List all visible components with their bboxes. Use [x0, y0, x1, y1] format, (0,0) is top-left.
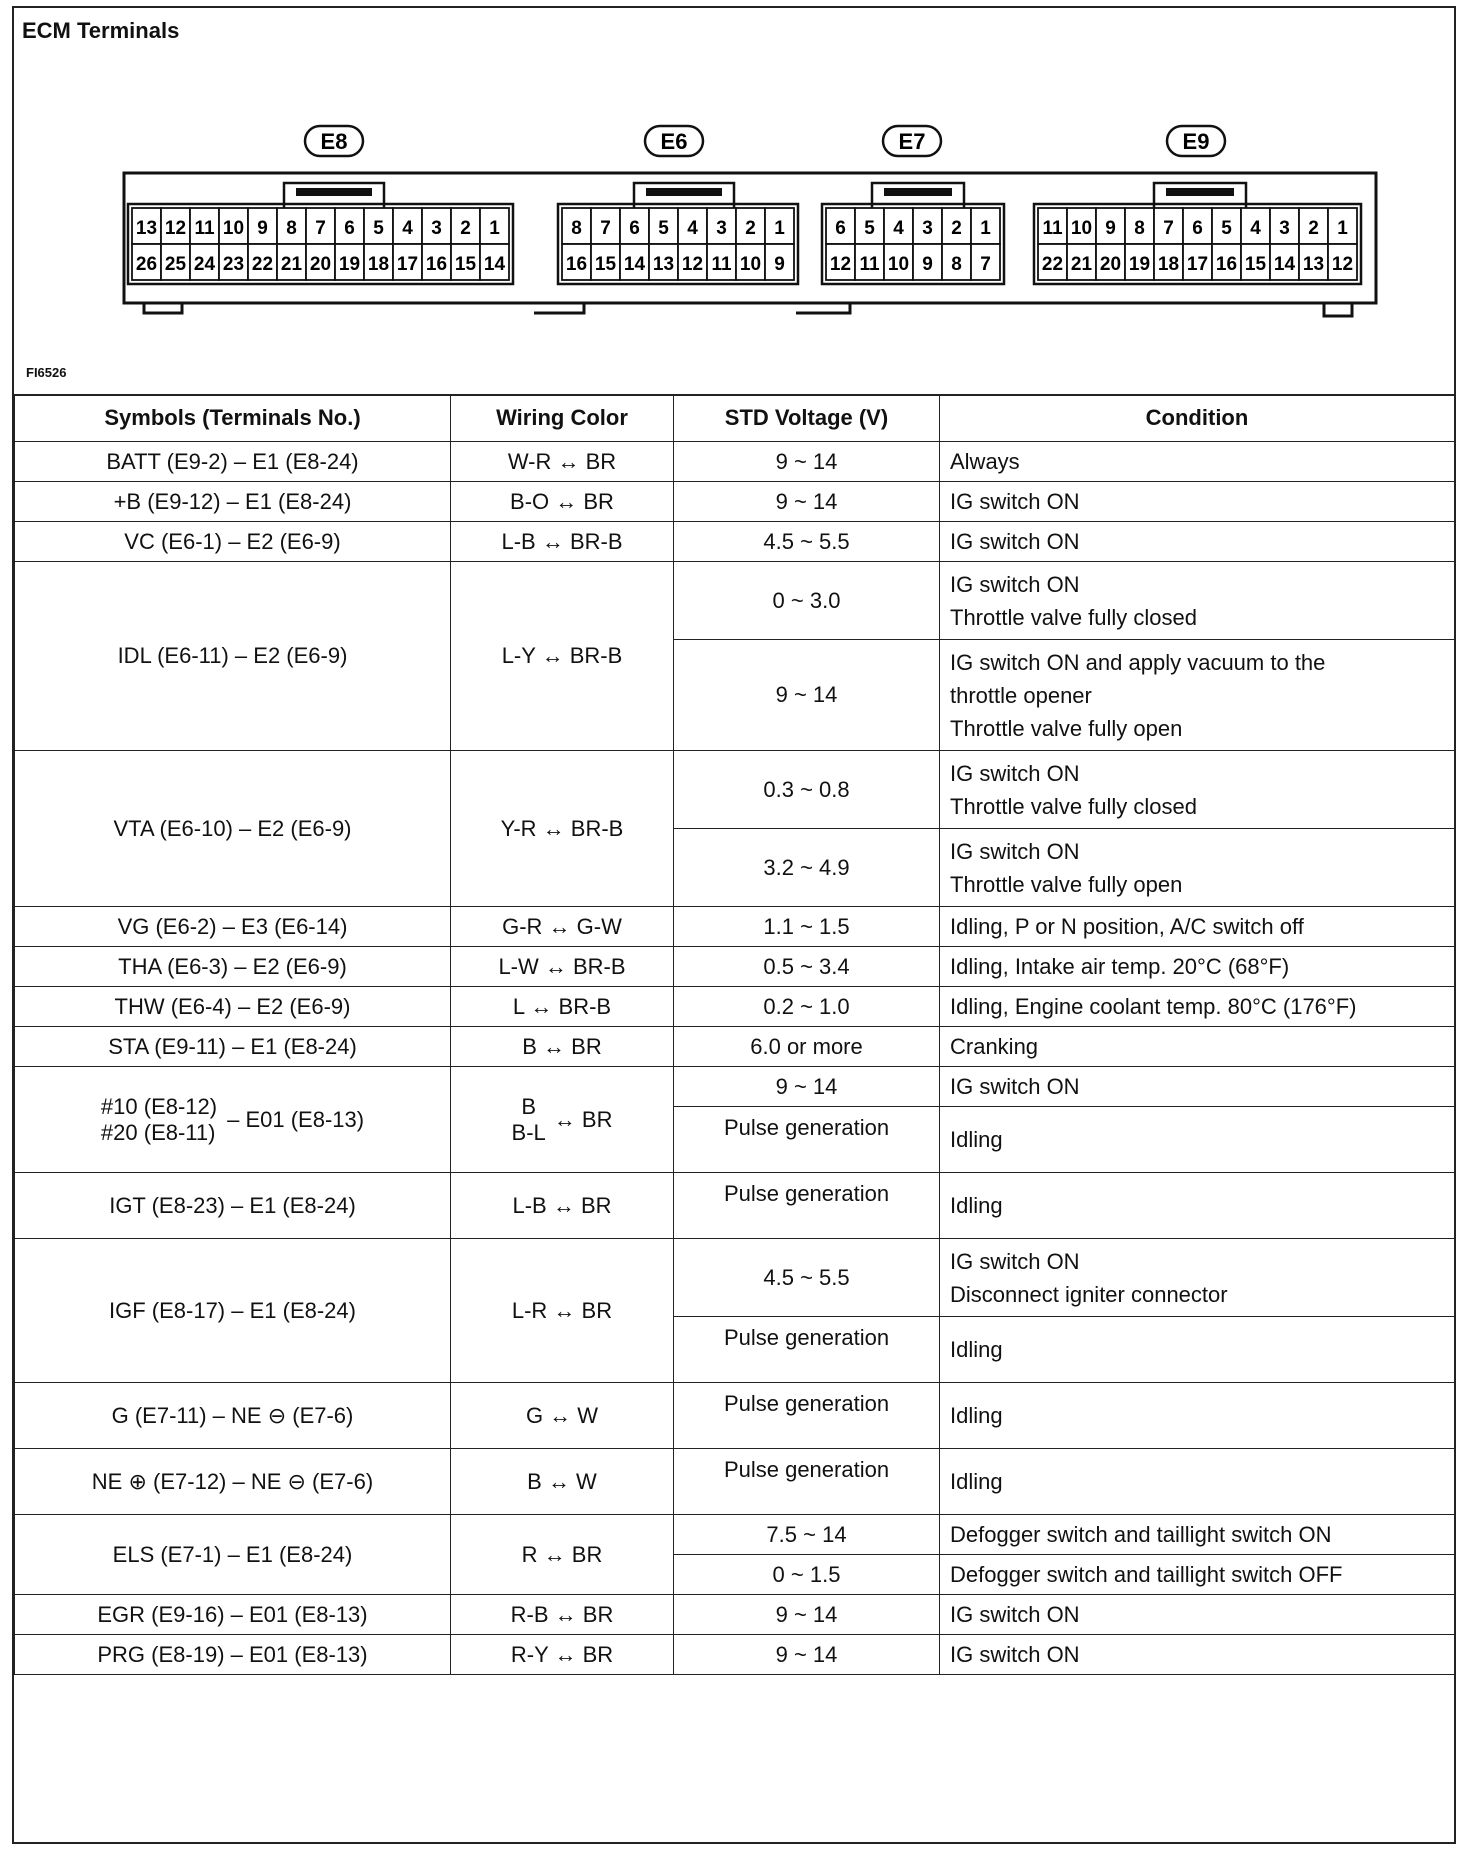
- condition-cell: IG switch ON: [940, 482, 1455, 522]
- terminal-pin-number: 10: [222, 218, 245, 239]
- std-voltage-cell: 9 ~ 14: [674, 482, 940, 522]
- terminal-pin-number: 2: [1308, 218, 1319, 239]
- terminal-pin-number: 8: [571, 218, 582, 239]
- connector-key-slot: [296, 188, 372, 196]
- condition-cell: IG switch ON: [940, 1635, 1455, 1675]
- wiring-ground: ↔ BR: [553, 1106, 613, 1132]
- ecm-connector-diagram: [14, 8, 1454, 394]
- table-header-row: [15, 395, 1455, 442]
- condition-cell: [940, 640, 1455, 751]
- symbol-cell: VG (E6-2) – E3 (E6-14): [15, 907, 451, 947]
- std-voltage-cell: 3.2 ~ 4.9: [674, 829, 940, 907]
- symbol-cell: BATT (E9-2) – E1 (E8-24): [15, 442, 451, 482]
- terminal-pin-number: 16: [1215, 254, 1238, 275]
- terminal-pin-number: 13: [652, 254, 675, 275]
- wiring-color-cell: B ↔ W: [451, 1449, 674, 1515]
- terminal-pin-number: 3: [716, 218, 727, 239]
- connector-key-slot: [646, 188, 722, 196]
- terminal-pin-number: 18: [367, 254, 390, 275]
- symbol-cell: G (E7-11) – NE ⊖ (E7-6): [15, 1383, 451, 1449]
- terminal-pin-number: 5: [658, 218, 669, 239]
- terminal-pin-number: 15: [454, 254, 477, 275]
- terminal-pin-number: 8: [951, 254, 962, 275]
- std-voltage-cell: 1.1 ~ 1.5: [674, 907, 940, 947]
- terminal-pin-number: 5: [373, 218, 384, 239]
- terminal-pin-number: 16: [565, 254, 588, 275]
- table-row: [15, 562, 1455, 640]
- symbol-cell: VTA (E6-10) – E2 (E6-9): [15, 751, 451, 907]
- header-wiring-color: Wiring Color: [451, 395, 674, 442]
- connector-label-e6: E6: [660, 129, 688, 154]
- condition-cell: [940, 562, 1455, 640]
- header-std-voltage: STD Voltage (V): [674, 395, 940, 442]
- std-voltage-cell: Pulse generation: [674, 1173, 940, 1239]
- wiring-color-cell: [451, 1067, 674, 1173]
- std-voltage-cell: Pulse generation: [674, 1383, 940, 1449]
- terminal-pin-number: 19: [1128, 254, 1151, 275]
- std-voltage-cell: 0.5 ~ 3.4: [674, 947, 940, 987]
- terminal-pin-number: 20: [1099, 254, 1122, 275]
- page-title: ECM Terminals: [22, 18, 180, 43]
- terminal-pin-number: 1: [980, 218, 991, 239]
- std-voltage-cell: 0 ~ 3.0: [674, 562, 940, 640]
- connector-label-e9: E9: [1182, 129, 1210, 154]
- std-voltage-cell: 9 ~ 14: [674, 640, 940, 751]
- symbol-cell: THW (E6-4) – E2 (E6-9): [15, 987, 451, 1027]
- terminal-pin-number: 12: [1331, 254, 1354, 275]
- wiring-color-cell: B-O ↔ BR: [451, 482, 674, 522]
- terminal-pin-number: 15: [594, 254, 617, 275]
- condition-cell: [940, 1239, 1455, 1317]
- terminal-pin-number: 15: [1244, 254, 1267, 275]
- condition-line: IG switch ON: [950, 760, 1080, 786]
- terminal-pin-number: 20: [309, 254, 332, 275]
- wiring-color-cell: W-R ↔ BR: [451, 442, 674, 482]
- condition-cell: [940, 829, 1455, 907]
- std-voltage-cell: 4.5 ~ 5.5: [674, 1239, 940, 1317]
- condition-cell: IG switch ON: [940, 1595, 1455, 1635]
- condition-cell: Idling: [940, 1383, 1455, 1449]
- terminal-pin-number: 9: [774, 254, 785, 275]
- terminal-pin-number: 10: [887, 254, 910, 275]
- connector-diagram-panel: [14, 8, 1454, 396]
- terminal-pin-number: 18: [1157, 254, 1180, 275]
- terminal-pin-number: 14: [1273, 254, 1296, 275]
- terminal-pin-number: 17: [396, 254, 419, 275]
- terminal-pin-number: 5: [1221, 218, 1232, 239]
- terminal-pin-number: 12: [164, 218, 187, 239]
- wiring-color: B: [521, 1093, 536, 1119]
- terminal-pin-number: 4: [893, 218, 904, 239]
- symbol-cell: VC (E6-1) – E2 (E6-9): [15, 522, 451, 562]
- condition-line: Throttle valve fully closed: [950, 604, 1197, 630]
- terminal-table: [14, 394, 1455, 1675]
- terminal-pin-number: 11: [1042, 218, 1063, 239]
- symbol-cell: PRG (E8-19) – E01 (E8-13): [15, 1635, 451, 1675]
- wiring-color-cell: G-R ↔ G-W: [451, 907, 674, 947]
- condition-line: IG switch ON: [950, 571, 1080, 597]
- condition-cell: Idling: [940, 1449, 1455, 1515]
- terminal-pin-number: 1: [774, 218, 785, 239]
- terminal-pin-number: 11: [859, 254, 880, 275]
- terminal-pin-number: 6: [629, 218, 640, 239]
- terminal-pin-number: 3: [431, 218, 442, 239]
- terminal-pin-number: 22: [251, 254, 274, 275]
- wiring-color-cell: L-B ↔ BR-B: [451, 522, 674, 562]
- terminal-pin-number: 11: [194, 218, 215, 239]
- table-row: [15, 751, 1455, 829]
- terminal-pin-number: 9: [257, 218, 268, 239]
- wiring-color-cell: B ↔ BR: [451, 1027, 674, 1067]
- table-row: [15, 1515, 1455, 1555]
- connector-key-slot: [884, 188, 952, 196]
- header-symbols: Symbols (Terminals No.): [15, 395, 451, 442]
- terminal-pin-number: 9: [922, 254, 933, 275]
- table-row: [15, 1067, 1455, 1107]
- wiring-color: B-L: [511, 1119, 546, 1145]
- terminal-pin-number: 17: [1186, 254, 1209, 275]
- terminal-pin-number: 5: [864, 218, 875, 239]
- std-voltage-cell: Pulse generation: [674, 1449, 940, 1515]
- terminal-pin-number: 10: [1070, 218, 1093, 239]
- table-row: [15, 482, 1455, 522]
- terminal-pin-number: 7: [315, 218, 326, 239]
- wiring-color-cell: L ↔ BR-B: [451, 987, 674, 1027]
- terminal-pin-number: 13: [1302, 254, 1325, 275]
- wiring-color-cell: Y-R ↔ BR-B: [451, 751, 674, 907]
- std-voltage-cell: Pulse generation: [674, 1317, 940, 1383]
- std-voltage-cell: 9 ~ 14: [674, 442, 940, 482]
- table-row: [15, 947, 1455, 987]
- terminal-pin-number: 8: [1134, 218, 1145, 239]
- connector-label-e7: E7: [898, 129, 926, 154]
- terminal-pin-number: 2: [745, 218, 756, 239]
- terminal-pin-number: 16: [425, 254, 448, 275]
- symbol-terminal: #20 (E8-11): [100, 1119, 216, 1145]
- table-row: [15, 1239, 1455, 1317]
- table-row: [15, 1635, 1455, 1675]
- connector-label-e8: E8: [320, 129, 348, 154]
- std-voltage-cell: 7.5 ~ 14: [674, 1515, 940, 1555]
- condition-line: Throttle valve fully open: [950, 715, 1183, 741]
- terminal-pin-number: 4: [402, 218, 413, 239]
- terminal-pin-number: 4: [687, 218, 698, 239]
- terminal-pin-number: 14: [483, 254, 506, 275]
- symbol-cell: +B (E9-12) – E1 (E8-24): [15, 482, 451, 522]
- terminal-pin-number: 6: [835, 218, 846, 239]
- symbol-cell: EGR (E9-16) – E01 (E8-13): [15, 1595, 451, 1635]
- condition-cell: IG switch ON: [940, 522, 1455, 562]
- condition-line: IG switch ON: [950, 838, 1080, 864]
- terminal-pin-number: 7: [600, 218, 611, 239]
- terminal-pin-number: 12: [681, 254, 704, 275]
- symbol-cell: ELS (E7-1) – E1 (E8-24): [15, 1515, 451, 1595]
- condition-cell: Defogger switch and taillight switch OFF: [940, 1555, 1455, 1595]
- terminal-pin-number: 7: [980, 254, 991, 275]
- table-row: [15, 987, 1455, 1027]
- condition-line: IG switch ON and apply vacuum to the: [950, 649, 1326, 675]
- connector-key-slot: [1166, 188, 1234, 196]
- condition-cell: Defogger switch and taillight switch ON: [940, 1515, 1455, 1555]
- std-voltage-cell: 4.5 ~ 5.5: [674, 522, 940, 562]
- std-voltage-cell: 0.2 ~ 1.0: [674, 987, 940, 1027]
- condition-line: Throttle valve fully open: [950, 871, 1183, 897]
- condition-cell: IG switch ON: [940, 1067, 1455, 1107]
- std-voltage-cell: 9 ~ 14: [674, 1635, 940, 1675]
- condition-cell: Idling, P or N position, A/C switch off: [940, 907, 1455, 947]
- condition-cell: Idling: [940, 1107, 1455, 1173]
- terminal-pin-number: 21: [1070, 254, 1093, 275]
- wiring-color-cell: R-B ↔ BR: [451, 1595, 674, 1635]
- terminal-pin-number: 19: [338, 254, 361, 275]
- terminal-pin-number: 4: [1250, 218, 1261, 239]
- wiring-color-cell: L-W ↔ BR-B: [451, 947, 674, 987]
- table-row: [15, 442, 1455, 482]
- table-row: [15, 522, 1455, 562]
- terminal-pin-number: 7: [1163, 218, 1174, 239]
- condition-line: Disconnect igniter connector: [950, 1281, 1228, 1307]
- condition-cell: [940, 751, 1455, 829]
- condition-line: IG switch ON: [950, 1248, 1080, 1274]
- terminal-pin-number: 13: [135, 218, 158, 239]
- wiring-color-cell: R ↔ BR: [451, 1515, 674, 1595]
- terminal-pin-number: 24: [193, 254, 216, 275]
- terminal-pin-number: 14: [623, 254, 646, 275]
- terminal-pin-number: 25: [164, 254, 187, 275]
- condition-cell: Always: [940, 442, 1455, 482]
- symbol-cell: NE ⊕ (E7-12) – NE ⊖ (E7-6): [15, 1449, 451, 1515]
- condition-cell: Idling: [940, 1173, 1455, 1239]
- condition-cell: Idling: [940, 1317, 1455, 1383]
- symbol-cell: STA (E9-11) – E1 (E8-24): [15, 1027, 451, 1067]
- condition-cell: Idling, Intake air temp. 20°C (68°F): [940, 947, 1455, 987]
- terminal-pin-number: 3: [922, 218, 933, 239]
- table-row: [15, 1173, 1455, 1239]
- std-voltage-cell: Pulse generation: [674, 1107, 940, 1173]
- terminal-pin-number: 12: [829, 254, 852, 275]
- terminal-pin-number: 1: [489, 218, 500, 239]
- terminal-pin-number: 23: [222, 254, 245, 275]
- table-row: [15, 1595, 1455, 1635]
- std-voltage-cell: 0.3 ~ 0.8: [674, 751, 940, 829]
- table-row: [15, 1383, 1455, 1449]
- std-voltage-cell: 9 ~ 14: [674, 1595, 940, 1635]
- terminal-pin-number: 3: [1279, 218, 1290, 239]
- symbol-cell: IGT (E8-23) – E1 (E8-24): [15, 1173, 451, 1239]
- terminal-pin-number: 6: [344, 218, 355, 239]
- terminal-pin-number: 21: [280, 254, 303, 275]
- terminal-pin-number: 11: [711, 254, 732, 275]
- table-row: [15, 1027, 1455, 1067]
- terminal-pin-number: 8: [286, 218, 297, 239]
- condition-line: throttle opener: [950, 682, 1092, 708]
- terminal-pin-number: 6: [1192, 218, 1203, 239]
- terminal-pin-number: 10: [739, 254, 762, 275]
- symbol-cell: IGF (E8-17) – E1 (E8-24): [15, 1239, 451, 1383]
- condition-cell: Cranking: [940, 1027, 1455, 1067]
- wiring-color-cell: L-B ↔ BR: [451, 1173, 674, 1239]
- symbol-terminal: #10 (E8-12): [100, 1093, 218, 1119]
- condition-line: Throttle valve fully closed: [950, 793, 1197, 819]
- wiring-color-cell: L-R ↔ BR: [451, 1239, 674, 1383]
- symbol-ground: – E01 (E8-13): [227, 1106, 365, 1132]
- std-voltage-cell: 6.0 or more: [674, 1027, 940, 1067]
- symbol-cell: [15, 1067, 451, 1173]
- std-voltage-cell: 0 ~ 1.5: [674, 1555, 940, 1595]
- terminal-pin-number: 1: [1337, 218, 1348, 239]
- terminal-pin-number: 26: [135, 254, 158, 275]
- terminal-pin-number: 2: [460, 218, 471, 239]
- symbol-cell: THA (E6-3) – E2 (E6-9): [15, 947, 451, 987]
- condition-cell: Idling, Engine coolant temp. 80°C (176°F): [940, 987, 1455, 1027]
- document-page: [12, 6, 1456, 1844]
- wiring-color-cell: G ↔ W: [451, 1383, 674, 1449]
- std-voltage-cell: 9 ~ 14: [674, 1067, 940, 1107]
- header-condition: Condition: [940, 395, 1455, 442]
- wiring-color-cell: L-Y ↔ BR-B: [451, 562, 674, 751]
- symbol-cell: IDL (E6-11) – E2 (E6-9): [15, 562, 451, 751]
- terminal-pin-number: 22: [1041, 254, 1064, 275]
- wiring-color-cell: R-Y ↔ BR: [451, 1635, 674, 1675]
- table-row: [15, 1449, 1455, 1515]
- table-row: [15, 907, 1455, 947]
- terminal-pin-number: 2: [951, 218, 962, 239]
- figure-id: FI6526: [26, 365, 67, 380]
- terminal-pin-number: 9: [1105, 218, 1116, 239]
